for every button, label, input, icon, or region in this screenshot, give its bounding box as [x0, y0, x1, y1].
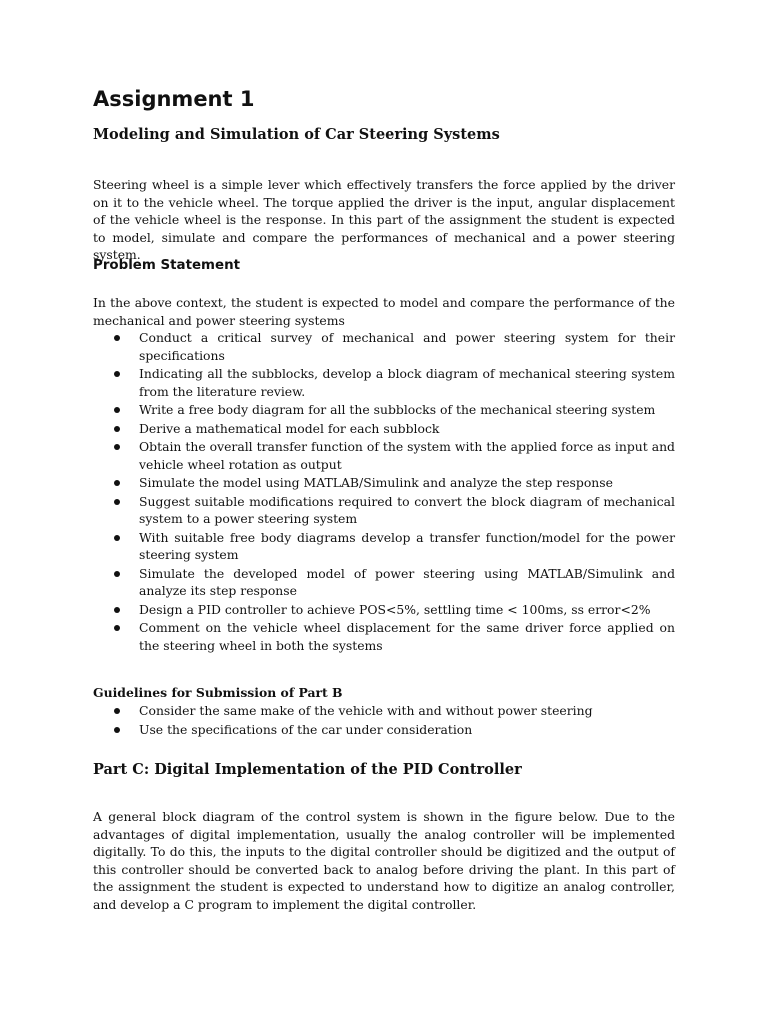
bullet-icon — [114, 335, 120, 341]
list-item-text: Consider the same make of the vehicle with and without power steering — [139, 703, 593, 718]
intro-paragraph: Steering wheel is a simple lever which effectively transfers the force applied by the driver on it to the vehicle wheel. The torque applied the driver is the input, angular displacement of the vehicle wheel is the response. In this part of the assignment the student is expected to model, simulate and compare the performances of mechanical and a power steering system. — [93, 177, 675, 262]
list-item — [93, 493, 675, 528]
bullet-icon — [114, 499, 120, 505]
list-item-text: Write a free body diagram for all the subblocks of the mechanical steering system — [139, 402, 656, 417]
bullet-icon — [114, 371, 120, 377]
list-item-text: Simulate the model using MATLAB/Simulink and analyze the step response — [139, 475, 613, 490]
list-item — [93, 329, 675, 364]
bullet-icon — [114, 708, 120, 714]
list-item-text: Use the specifications of the car under consideration — [139, 721, 473, 737]
bullet-icon — [114, 727, 120, 733]
bullet-icon — [114, 407, 120, 413]
list-item — [93, 420, 675, 438]
list-item — [93, 601, 675, 619]
list-item-text: Comment on the vehicle wheel displacement for the same driver force applied on the steering wheel in both the systems — [139, 620, 675, 653]
page-subtitle: Modeling and Simulation of Car Steering Systems — [93, 126, 500, 143]
list-item — [93, 365, 675, 400]
problem-task-list — [93, 329, 675, 655]
guidelines-heading: Guidelines for Submission of Part B — [93, 685, 343, 700]
problem-context-paragraph: In the above context, the student is expected to model and compare the performance of the mechanical and power steering systems — [93, 295, 675, 328]
list-item — [93, 438, 675, 473]
list-item-text: Suggest suitable modifications required to convert the block diagram of mechanical system to a power steering system — [139, 493, 675, 526]
list-item-text: Indicating all the subblocks, develop a block diagram of mechanical steering system from the literature review. — [139, 366, 675, 399]
list-item-text: With suitable free body diagrams develop a transfer function/model for the power steering system — [139, 529, 675, 562]
list-item — [93, 401, 675, 419]
bullet-icon — [114, 426, 120, 432]
part-c-heading: Part C: Digital Implementation of the PID Controller — [93, 761, 522, 778]
bullet-icon — [114, 607, 120, 613]
list-item — [93, 619, 675, 654]
list-item — [93, 702, 675, 720]
bullet-icon — [114, 625, 120, 631]
problem-statement-heading: Problem Statement — [93, 258, 241, 273]
list-item — [93, 565, 675, 600]
list-item-text: Conduct a critical survey of mechanical and power steering system for their specifications — [139, 330, 675, 363]
list-item-text: Obtain the overall transfer function of the system with the applied force as input and vehicle wheel rotation as output — [139, 439, 675, 472]
list-item-text: Design a PID controller to achieve POS<5%, settling time < 100ms, ss error<2% — [139, 601, 651, 617]
bullet-icon — [114, 444, 120, 450]
list-item — [93, 721, 675, 739]
bullet-icon — [114, 571, 120, 577]
list-item-text: Simulate the developed model of power steering using MATLAB/Simulink and analyze its step response — [139, 565, 675, 598]
list-item — [93, 474, 675, 492]
part-c-paragraph: A general block diagram of the control system is shown in the figure below. Due to the advantages of digital implementation, usually the analog controller will be implemented digitally. To do this, the inputs to the digital controller should be digitized and the output of this controller should be converted back to analog before driving the plant. In this part of the assignment the student is expected to understand how to digitize an analog controller, and develop a C program to implement the digital controller. — [93, 809, 675, 912]
guidelines-list — [93, 702, 675, 739]
page-title: Assignment 1 — [93, 87, 255, 111]
bullet-icon — [114, 535, 120, 541]
list-item — [93, 529, 675, 564]
bullet-icon — [114, 480, 120, 486]
list-item-text: Derive a mathematical model for each subblock — [139, 420, 440, 436]
